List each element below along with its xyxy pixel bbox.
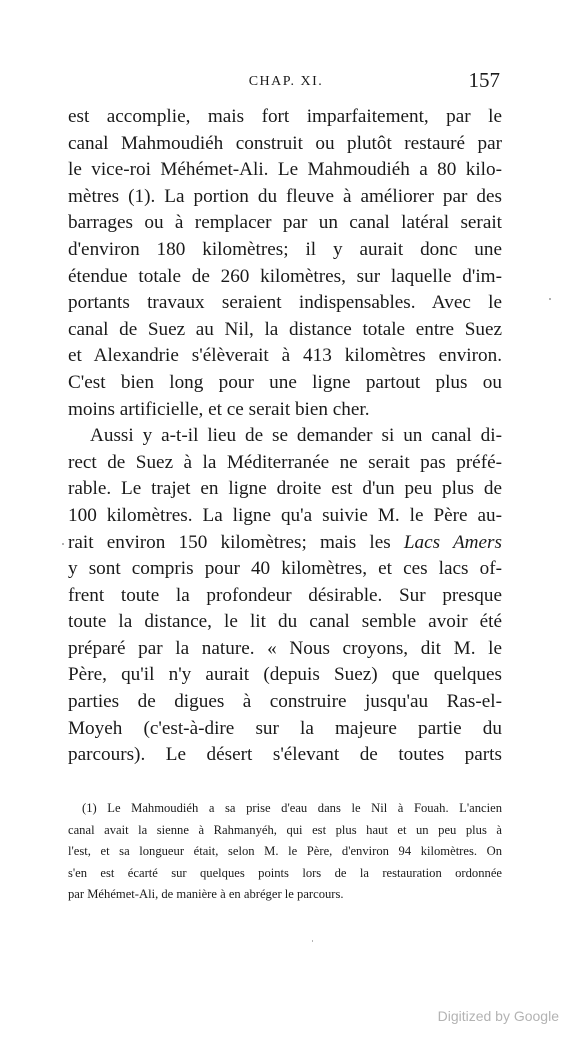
- scan-speck: [62, 543, 64, 545]
- body-line: rait environ 150 kilomètres; mais les Lacs Amers: [68, 531, 502, 553]
- footnote-line: (1) Le Mahmoudiéh a sa prise d'eau dans le Nil à Fouah. L'ancien: [82, 801, 502, 815]
- body-line: canal de Suez au Nil, la distance totale entre Suez: [68, 318, 502, 340]
- footnote-line: l'est, et sa longueur était, selon M. le Père, d'environ 94 kilomètres. On: [68, 844, 502, 859]
- body-line: préparé par la nature. « Nous croyons, dit M. le: [68, 637, 502, 659]
- footnote-line: canal avait la sienne à Rahmanyéh, qui est plus haut et un peu plus à: [68, 822, 502, 837]
- body-line: étendue totale de 260 kilomètres, sur laquelle d'im-: [68, 265, 502, 287]
- body-line: frent toute la profondeur désirable. Sur presque: [68, 584, 502, 606]
- body-line: rable. Le trajet en ligne droite est d'un peu plus de: [68, 478, 502, 500]
- body-line: 100 kilomètres. La ligne qu'a suivie M. le Père au-: [68, 504, 502, 526]
- body-line: parties de digues à construire jusqu'au Ras-el-: [68, 691, 502, 713]
- page-number: 157: [468, 68, 500, 92]
- body-line: rect de Suez à la Méditerranée ne serait pas préfé-: [68, 451, 502, 473]
- body-line: C'est bien long pour une ligne partout plus ou: [68, 371, 502, 393]
- body-line: portants travaux seraient indispensables. Avec le: [68, 292, 502, 314]
- body-line: toute la distance, le lit du canal semble avoir été: [68, 611, 502, 633]
- body-line: et Alexandrie s'élèverait à 413 kilomètres environ.: [68, 345, 502, 367]
- scan-speck: [549, 298, 551, 300]
- footnote-line: s'en est écarté sur quelques points lors de la restauration ordonnée: [68, 865, 502, 880]
- footnote-line: par Méhémet-Ali, de manière à en abréger le parcours.: [68, 887, 344, 902]
- body-text: [68, 104, 502, 769]
- page-header: [70, 70, 502, 94]
- body-line: parcours). Le désert s'élevant de toutes parts: [68, 744, 502, 766]
- body-line: Moyeh (c'est-à-dire sur la majeure partie du: [68, 717, 502, 739]
- body-line: d'environ 180 kilomètres; il y aurait donc une: [68, 238, 502, 260]
- body-line: Père, qu'il n'y aurait (depuis Suez) que quelques: [68, 664, 502, 686]
- body-line: mètres (1). La portion du fleuve à améliorer par des: [68, 185, 502, 207]
- running-head: CHAP. XI.: [248, 74, 324, 89]
- scan-speck: [312, 940, 313, 942]
- digitization-watermark: Digitized by Google: [437, 1008, 559, 1024]
- body-line: canal Mahmoudiéh construit ou plutôt restauré par: [68, 132, 502, 154]
- body-line: y sont compris pour 40 kilomètres, et ces lacs of-: [68, 558, 502, 580]
- body-line: le vice-roi Méhémet-Ali. Le Mahmoudiéh a 80 kilo-: [68, 159, 502, 181]
- footnotes: [68, 798, 502, 906]
- body-line: est accomplie, mais fort imparfaitement, par le: [68, 106, 502, 127]
- body-line: moins artificielle, et ce serait bien cher.: [68, 398, 370, 420]
- body-line: barrages ou à remplacer par un canal latéral serait: [68, 212, 502, 234]
- body-line: Aussi y a-t-il lieu de se demander si un canal di-: [90, 425, 502, 447]
